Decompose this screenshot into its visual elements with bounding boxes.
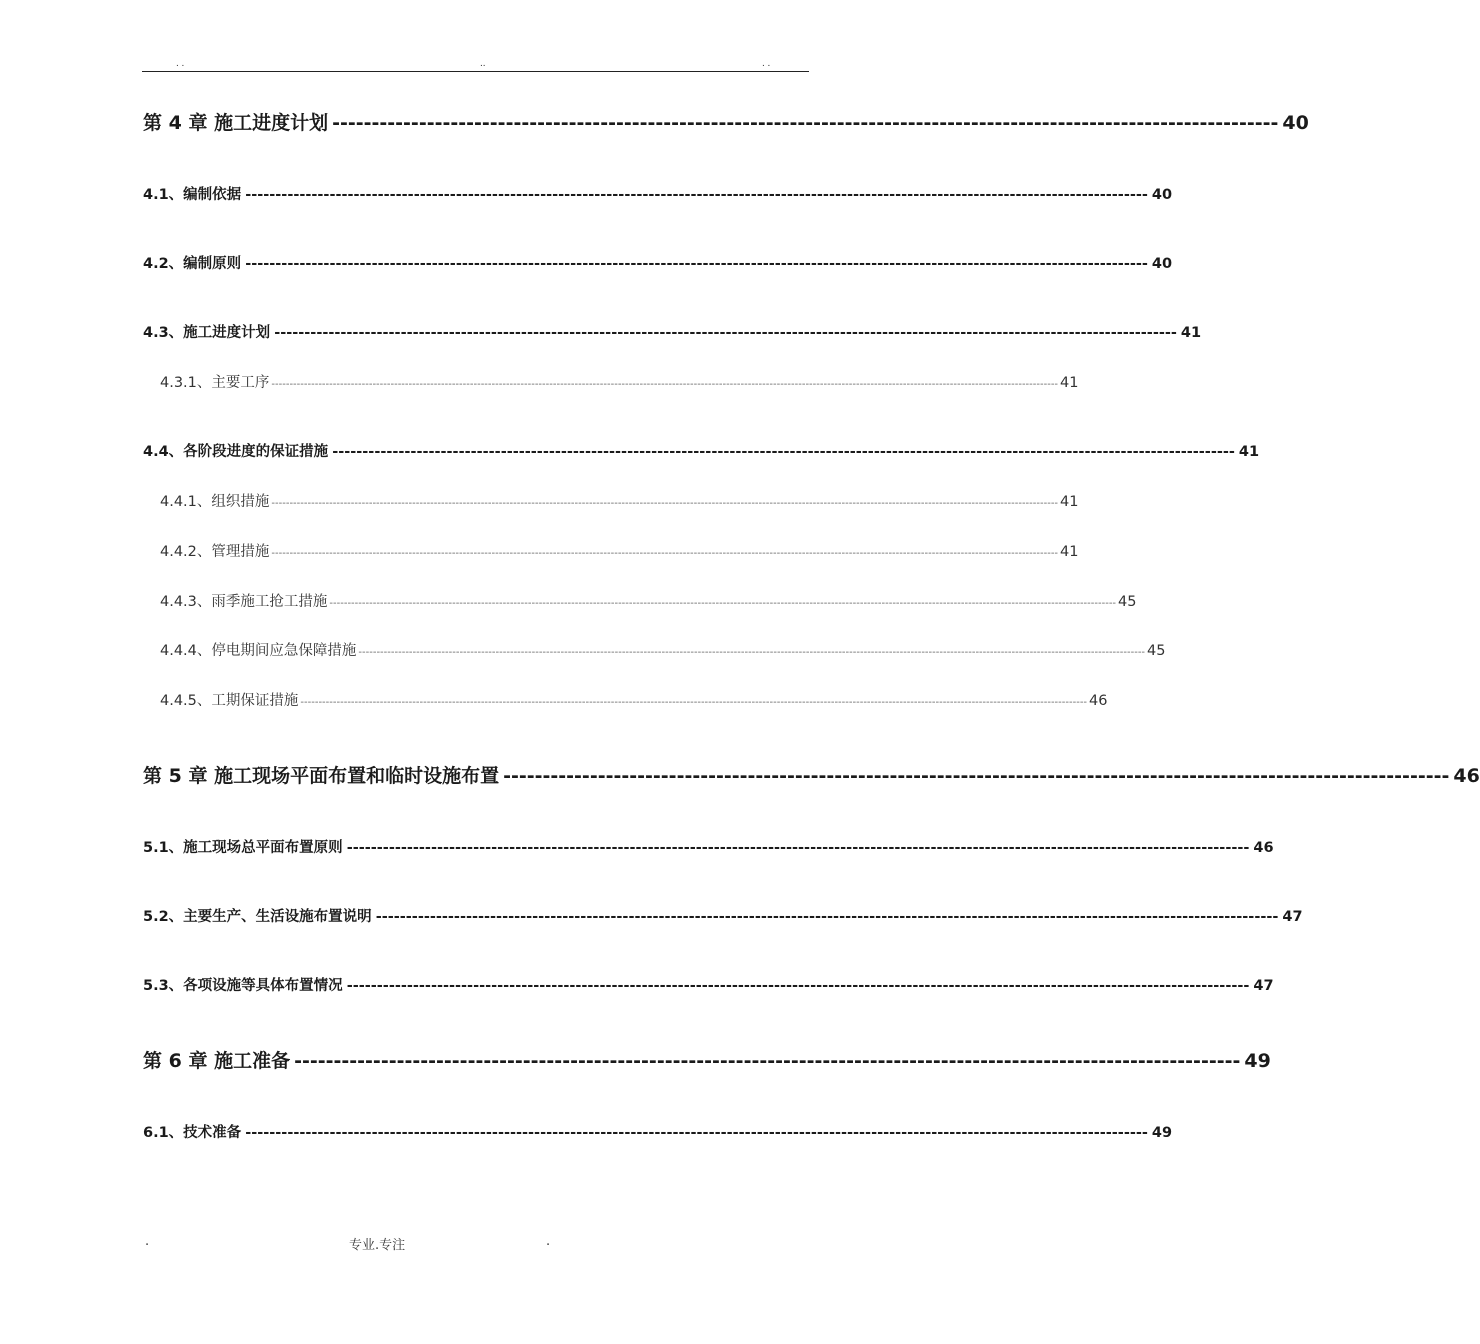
toc-section-4-1[interactable]	[143, 183, 1173, 204]
toc-chapter-5[interactable]	[143, 761, 1480, 788]
toc-entry-title: 4.4.5、工期保证措施	[160, 693, 299, 709]
toc-entry-page: 40	[1151, 187, 1173, 203]
toc-entry-page: 47	[1253, 978, 1274, 994]
toc-entry-page: 41	[1060, 375, 1079, 391]
footer-right-mark: .	[546, 1234, 551, 1249]
toc-entry-page: 41	[1060, 494, 1079, 510]
toc-entry-title: 4.4.1、组织措施	[160, 494, 270, 510]
toc-dot-leader: ------------------------------------------------------------------------------------------------------------------------------------------------------	[245, 187, 1148, 203]
toc-entry-title: 4.4.2、管理措施	[160, 544, 270, 560]
toc-entry-page: 41	[1238, 444, 1260, 460]
toc-entry-page: 49	[1151, 1125, 1173, 1141]
toc-subsection-4-4-5[interactable]	[160, 689, 1108, 710]
header-divider	[142, 71, 809, 72]
toc-entry-page: 47	[1282, 909, 1303, 925]
toc-subsection-4-4-1[interactable]	[160, 490, 1079, 511]
toc-entry-title: 6.1、技术准备	[143, 1125, 242, 1141]
toc-dot-leader: --------------------------------------------------------------------------------------------------------------------------------------------------------------------------------------------------------------------------	[271, 379, 1059, 390]
toc-section-5-1[interactable]	[143, 836, 1274, 857]
header-center-mark: ..	[480, 58, 486, 69]
toc-section-4-3[interactable]	[143, 321, 1202, 342]
toc-entry-title: 4.1、编制依据	[143, 187, 242, 203]
footer-left-mark: .	[145, 1234, 150, 1249]
header-right-mark: . .	[762, 58, 771, 69]
toc-entry-page: 49	[1244, 1050, 1271, 1072]
header-left-mark: . .	[176, 58, 185, 69]
toc-dot-leader: ------------------------------------------------------------------------------------------------------------------------------------------------------	[332, 444, 1235, 460]
toc-subsection-4-4-4[interactable]	[160, 639, 1166, 660]
toc-entry-page: 46	[1089, 693, 1108, 709]
footer-center-text: 专业.专注	[349, 1238, 406, 1253]
toc-dot-leader: ------------------------------------------------------------------------------------------------------------------------	[294, 1050, 1241, 1072]
toc-entry-title: 4.4、各阶段进度的保证措施	[143, 444, 329, 460]
toc-subsection-4-4-2[interactable]	[160, 540, 1079, 561]
toc-entry-page: 41	[1060, 544, 1079, 560]
toc-entry-title: 4.3、施工进度计划	[143, 325, 271, 341]
toc-chapter-6[interactable]	[143, 1046, 1271, 1073]
toc-subsection-4-4-3[interactable]	[160, 590, 1137, 611]
page-footer	[0, 1234, 950, 1252]
toc-entry-title: 4.4.4、停电期间应急保障措施	[160, 643, 357, 659]
toc-dot-leader: --------------------------------------------------------------------------------------------------------------------------------------------------------------------------------------------------------------------------	[271, 548, 1059, 559]
toc-entry-page: 41	[1180, 325, 1202, 341]
toc-entry-page: 46	[1253, 840, 1274, 856]
toc-entry-title: 4.3.1、主要工序	[160, 375, 270, 391]
toc-section-4-4[interactable]	[143, 440, 1260, 461]
toc-entry-title: 第 6 章 施工准备	[143, 1050, 291, 1072]
toc-dot-leader: ------------------------------------------------------------------------------------------------------------------------------------------------------	[375, 909, 1279, 925]
toc-section-6-1[interactable]	[143, 1121, 1173, 1142]
toc-entry-title: 5.3、各项设施等具体布置情况	[143, 978, 343, 994]
toc-entry-page: 40	[1282, 112, 1309, 134]
toc-entry-page: 45	[1118, 594, 1137, 610]
toc-entry-page: 45	[1147, 643, 1166, 659]
toc-dot-leader: ------------------------------------------------------------------------------------------------------------------------	[503, 765, 1450, 787]
toc-section-5-2[interactable]	[143, 905, 1303, 926]
toc-dot-leader: ------------------------------------------------------------------------------------------------------------------------	[332, 112, 1279, 134]
toc-entry-page: 46	[1453, 765, 1480, 787]
toc-entry-page: 40	[1151, 256, 1173, 272]
toc-dot-leader: --------------------------------------------------------------------------------------------------------------------------------------------------------------------------------------------------------------------------	[329, 598, 1117, 609]
toc-section-4-2[interactable]	[143, 252, 1173, 273]
toc-chapter-4[interactable]	[143, 108, 1309, 135]
toc-dot-leader: ------------------------------------------------------------------------------------------------------------------------------------------------------	[346, 978, 1250, 994]
toc-entry-title: 5.1、施工现场总平面布置原则	[143, 840, 343, 856]
toc-dot-leader: --------------------------------------------------------------------------------------------------------------------------------------------------------------------------------------------------------------------------	[358, 647, 1146, 658]
toc-dot-leader: ------------------------------------------------------------------------------------------------------------------------------------------------------	[346, 840, 1250, 856]
toc-dot-leader: --------------------------------------------------------------------------------------------------------------------------------------------------------------------------------------------------------------------------	[300, 697, 1088, 708]
toc-entry-title: 4.2、编制原则	[143, 256, 242, 272]
toc-subsection-4-3-1[interactable]	[160, 371, 1079, 392]
toc-dot-leader: --------------------------------------------------------------------------------------------------------------------------------------------------------------------------------------------------------------------------	[271, 498, 1059, 509]
toc-dot-leader: ------------------------------------------------------------------------------------------------------------------------------------------------------	[245, 1125, 1148, 1141]
toc-entry-title: 第 5 章 施工现场平面布置和临时设施布置	[143, 765, 500, 787]
toc-entry-title: 第 4 章 施工进度计划	[143, 112, 329, 134]
toc-dot-leader: ------------------------------------------------------------------------------------------------------------------------------------------------------	[274, 325, 1177, 341]
toc-dot-leader: ------------------------------------------------------------------------------------------------------------------------------------------------------	[245, 256, 1148, 272]
page-header	[142, 58, 809, 72]
toc-entry-title: 5.2、主要生产、生活设施布置说明	[143, 909, 372, 925]
toc-section-5-3[interactable]	[143, 974, 1274, 995]
toc-entry-title: 4.4.3、雨季施工抢工措施	[160, 594, 328, 610]
